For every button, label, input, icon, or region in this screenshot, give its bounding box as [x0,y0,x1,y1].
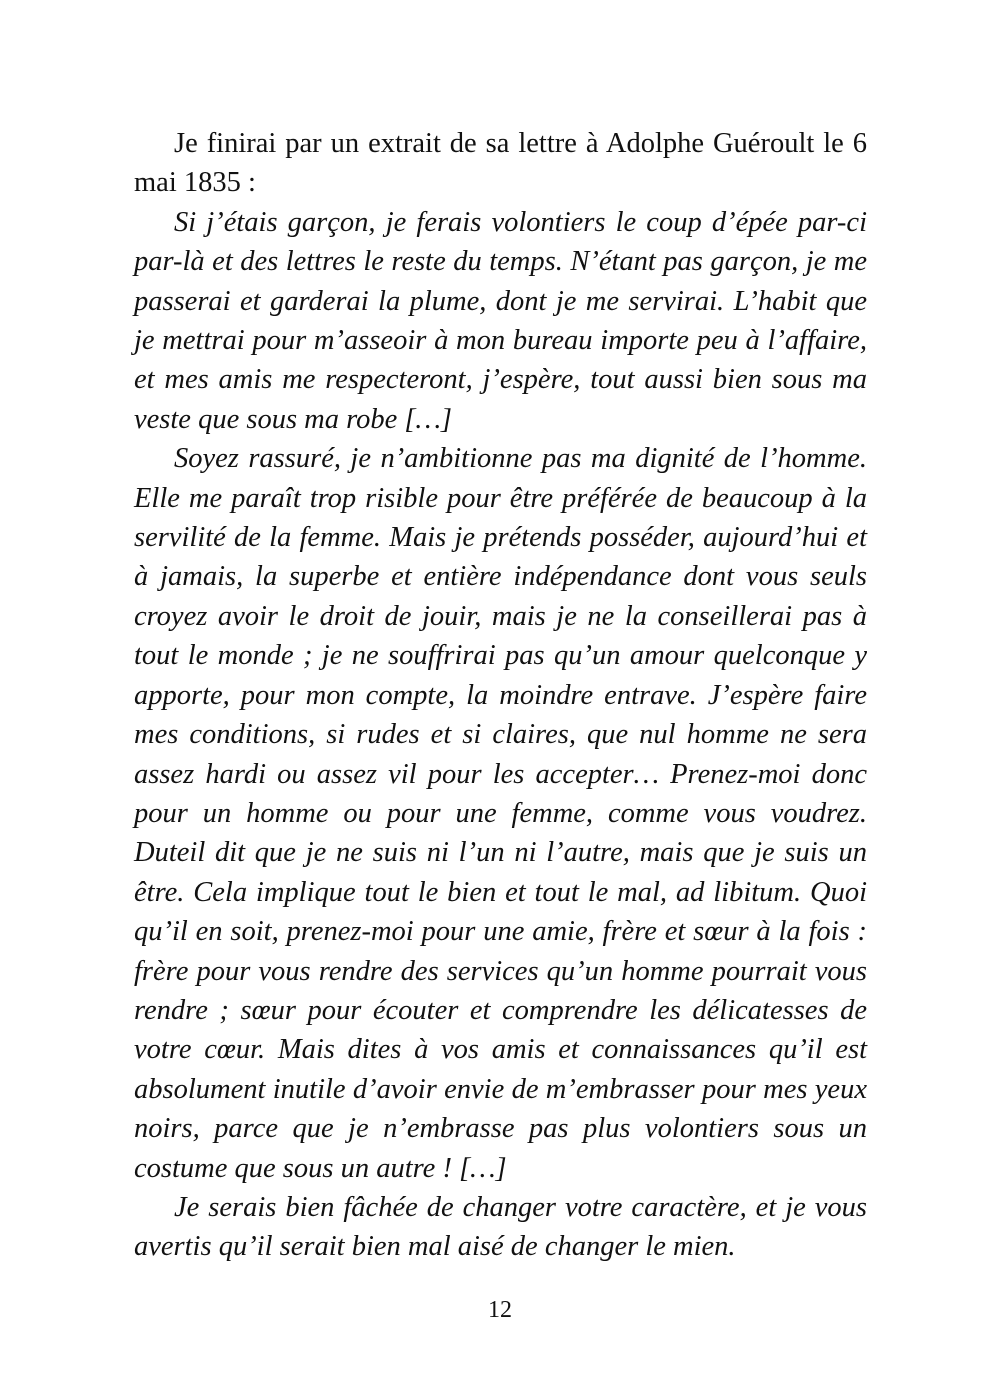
intro-paragraph: Je finirai par un extrait de sa lettre à Adolphe Guéroult le 6 mai 1835 : [134,128,867,199]
page-number: 12 [488,1297,512,1323]
letter-quote-paragraph-2: Soyez rassuré, je n’ambitionne pas ma dignité de l’homme. Elle me paraît trop risible pour être préférée de beaucoup à la servilité de la femme. Mais je prétends posséder, aujourd’hui et à jamais, la superbe et entière indépendance dont vous seuls croyez avoir le droit de jouir, mais je ne la conseillerai pas à tout le monde ; je ne souffrirai pas qu’un amour quelconque y apporte, pour mon compte, la moindre entrave. J’espère faire mes conditions, si rudes et si claires, que nul homme ne sera assez hardi ou assez vil pour les accepter… Prenez-moi donc pour un homme ou pour une femme, comme vous voudrez. Duteil dit que je ne suis ni l’un ni l’autre, mais que je suis un être. Cela implique tout le bien et tout le mal, ad libitum. Quoi qu’il en soit, prenez-moi pour une amie, frère et sœur à la fois : frère pour vous rendre des services qu’un homme pourrait vous rendre ; sœur pour écouter et comprendre les délicatesses de votre cœur. Mais dites à vos amis et connaissances qu’il est absolument inutile d’avoir envie de m’embrasser pour mes yeux noirs, parce que je n’embrasse pas plus volontiers sous un costume que sous un autre ! […] [134,443,867,1184]
body-text [134,124,867,1267]
letter-quote-paragraph-3: Je serais bien fâchée de changer votre caractère, et je vous avertis qu’il serait bien mal aisé de changer le mien. [134,1191,867,1263]
letter-quote-paragraph-1: Si j’étais garçon, je ferais volontiers le coup d’épée par-ci par-là et des lettres le reste du temps. N’étant pas garçon, je me passerai et garderai la plume, dont je me servirai. L’habit que je mettrai pour m’asseoir à mon bureau importe peu à l’affaire, et mes amis me respecteront, j’espère, tout aussi bien sous ma veste que sous ma robe […] [134,206,867,435]
